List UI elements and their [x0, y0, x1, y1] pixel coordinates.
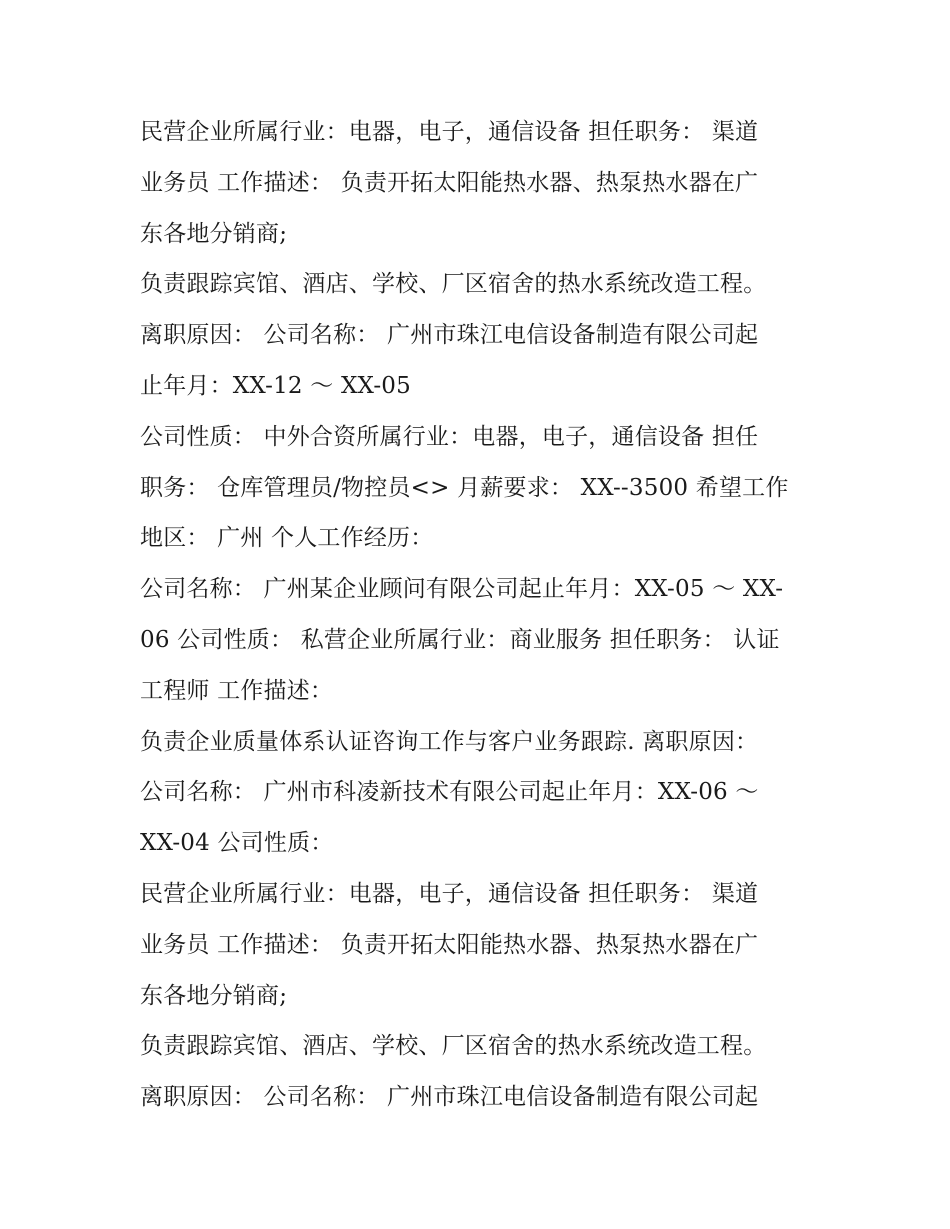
text-line: XX-04 公司性质： [140, 830, 334, 857]
text-line: 东各地分销商; [140, 982, 288, 1009]
text-line: 业务员 工作描述： 负责开拓太阳能热水器、热泵热水器在广 [140, 931, 759, 958]
text-line: 负责跟踪宾馆、酒店、学校、厂区宿舍的热水系统改造工程。 [140, 271, 767, 298]
text-line: 公司性质： 中外合资所属行业：电器，电子，通信设备 担任 [140, 423, 759, 450]
text-line: 公司名称： 广州某企业顾问有限公司起止年月：XX-05 ～ XX- [140, 576, 784, 603]
text-line: 公司名称： 广州市科凌新技术有限公司起止年月：XX-06 ～ [140, 779, 759, 806]
text-line: 地区： 广州 个人工作经历： [140, 525, 434, 552]
text-line: 负责跟踪宾馆、酒店、学校、厂区宿舍的热水系统改造工程。 [140, 1033, 767, 1060]
text-line: 东各地分销商; [140, 220, 288, 247]
text-line: 止年月：XX-12 ～ XX-05 [140, 372, 411, 399]
text-line: 离职原因： 公司名称： 广州市珠江电信设备制造有限公司起 [140, 1084, 759, 1111]
document-body [140, 107, 810, 1123]
text-line: 工程师 工作描述： [140, 677, 334, 704]
text-line: 业务员 工作描述： 负责开拓太阳能热水器、热泵热水器在广 [140, 169, 759, 196]
text-line: 06 公司性质： 私营企业所属行业：商业服务 担任职务： 认证 [140, 626, 780, 653]
text-line: 负责企业质量体系认证咨询工作与客户业务跟踪. 离职原因： [140, 728, 759, 755]
text-line: 职务： 仓库管理员/物控员<> 月薪要求： XX--3500 希望工作 [140, 474, 789, 501]
text-line: 民营企业所属行业：电器，电子，通信设备 担任职务： 渠道 [140, 880, 759, 907]
text-line: 民营企业所属行业：电器，电子，通信设备 担任职务： 渠道 [140, 119, 759, 145]
text-line: 离职原因： 公司名称： 广州市珠江电信设备制造有限公司起 [140, 322, 759, 349]
